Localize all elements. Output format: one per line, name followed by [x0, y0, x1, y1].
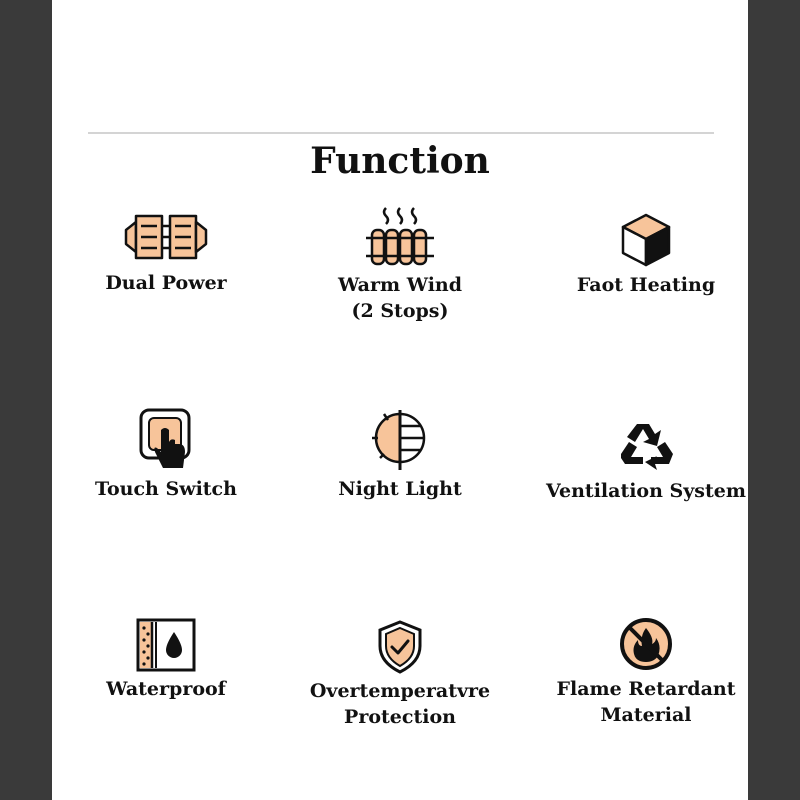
divider: [88, 132, 714, 134]
cube-icon: [619, 212, 673, 268]
recycle-icon: [615, 420, 677, 474]
feature-label: Flame Retardant Material: [556, 678, 736, 726]
page-title: Function: [310, 140, 490, 182]
feature-dual-power: [56, 208, 276, 296]
feature-touch-switch: [56, 408, 276, 502]
product-sheet: [52, 0, 748, 800]
feature-label: Ventilation System: [546, 480, 746, 502]
feature-waterproof: [56, 618, 276, 702]
heater-icon: [364, 206, 436, 268]
feature-warm-wind: [290, 206, 510, 324]
no-fire-icon: [618, 616, 674, 672]
feature-label: Night Light: [338, 478, 462, 500]
feature-faot-heating: [536, 212, 756, 298]
touch-icon: [137, 408, 195, 472]
feature-flame-retardant: [536, 616, 756, 728]
feature-label: Warm Wind (2 Stops): [337, 274, 463, 322]
feature-label: Overtemperatvre Protection: [309, 680, 491, 728]
waterproof-icon: [136, 618, 196, 672]
feature-label: Touch Switch: [95, 478, 237, 500]
feature-label: Waterproof: [106, 678, 226, 700]
feature-label: Dual Power: [105, 272, 227, 294]
feature-label: Faot Heating: [576, 274, 716, 296]
night-light-icon: [370, 408, 430, 472]
feature-overtemperature: [290, 620, 510, 730]
feature-night-light: [290, 408, 510, 502]
shield-check-icon: [376, 620, 424, 674]
dual-power-icon: [124, 208, 208, 266]
feature-ventilation: [536, 420, 756, 504]
